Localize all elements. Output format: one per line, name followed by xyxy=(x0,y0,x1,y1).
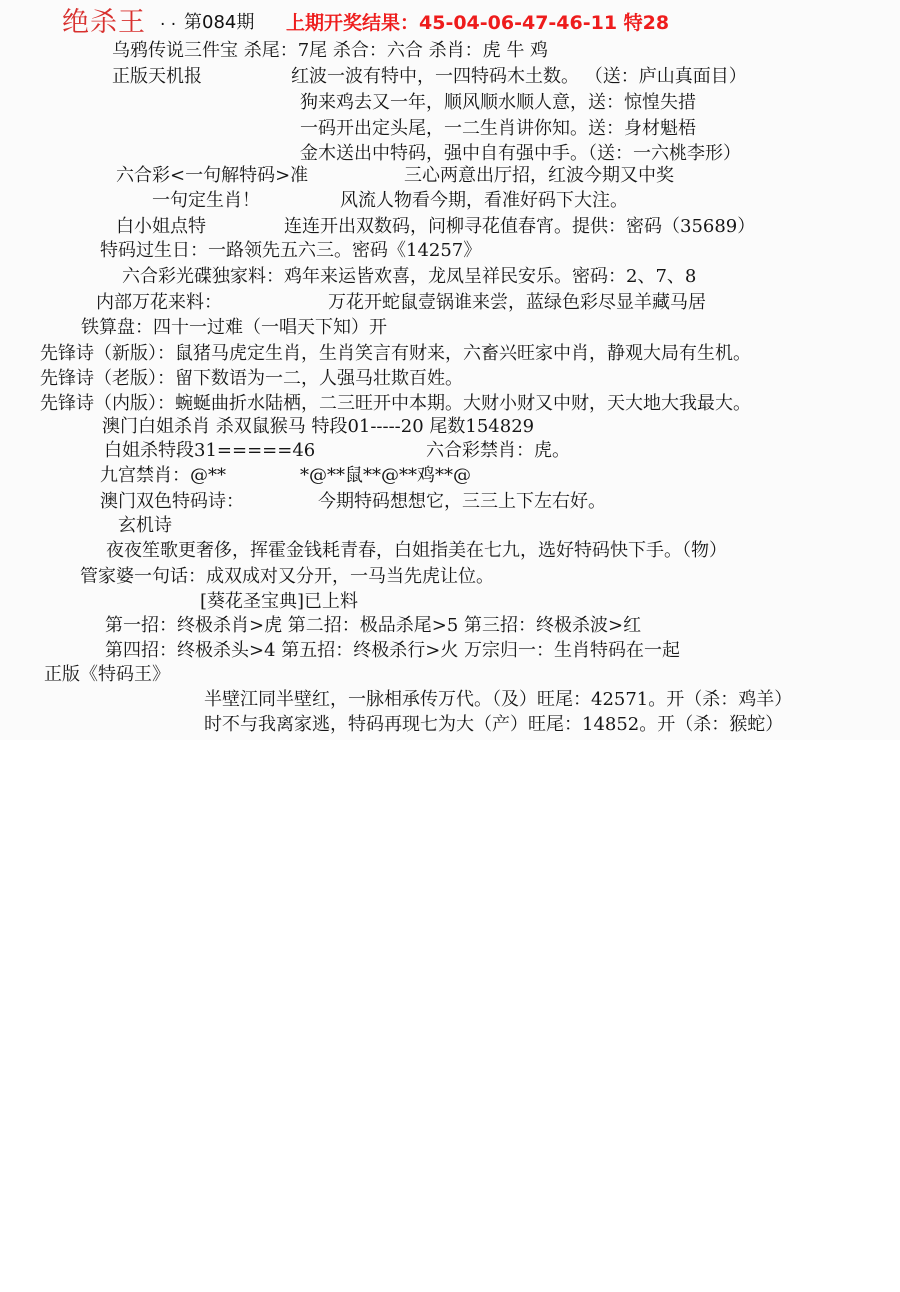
text-line: 金木送出中特码，强中自有强中手。（送：一六桃李形） xyxy=(300,143,741,164)
text-line: 玄机诗 xyxy=(118,515,172,536)
text-line: 第四招：终极杀头>4 第五招：终极杀行>火 万宗归一：生肖特码在一起 xyxy=(105,640,681,661)
text-line: 夜夜笙歌更奢侈，挥霍金钱耗青春，白姐指美在七九，选好特码快下手。（物） xyxy=(106,540,727,561)
text-line: 狗来鸡去又一年，顺风顺水顺人意，送：惊惶失措 xyxy=(300,92,696,113)
text-line: 时不与我离家逃，特码再现七为大（产）旺尾：14852。开（杀：猴蛇） xyxy=(204,714,784,735)
text-line: 澳门白姐杀肖 杀双鼠猴马 特段01-----20 尾数154829 xyxy=(102,416,535,437)
logo-title: 绝杀王 xyxy=(62,7,146,38)
text-line: [葵花圣宝典]已上料 xyxy=(200,591,359,612)
text-line: 万花开蛇鼠壹锅谁来尝，蓝绿色彩尽显羊藏马居 xyxy=(328,292,706,313)
text-line: 三心两意出厅招，红波今期又中奖 xyxy=(404,165,674,186)
issue-number: 第084期 xyxy=(184,12,255,33)
text-line: 六合彩光碟独家料：鸡年来运皆欢喜，龙凤呈祥民安乐。密码：2、7、8 xyxy=(122,266,697,287)
text-line: 先锋诗（新版）：鼠猪马虎定生肖，生肖笑言有财来，六畜兴旺家中肖，静观大局有生机。 xyxy=(40,343,751,364)
text-line: 先锋诗（老版）：留下数语为一二，人强马壮欺百姓。 xyxy=(40,368,463,389)
text-line: 第一招：终极杀肖>虎 第二招：极品杀尾>5 第三招：终极杀波>红 xyxy=(105,615,642,636)
text-line: 白小姐点特 xyxy=(116,216,206,237)
text-line: 白姐杀特段31=====46 xyxy=(104,440,316,461)
text-line: *@**鼠**@**鸡**@ xyxy=(300,465,471,486)
text-line: 九宫禁肖：@** xyxy=(100,465,226,486)
text-line: 先锋诗（内版）：蜿蜒曲折水陆栖，二三旺开中本期。大财小财又中财，天大地大我最大。 xyxy=(40,393,751,414)
text-line: 澳门双色特码诗： xyxy=(100,491,244,512)
text-line: 连连开出双数码，问柳寻花值春宵。提供：密码（35689） xyxy=(284,216,756,237)
text-line: 今期特码想想它，三三上下左右好。 xyxy=(318,491,606,512)
text-line: 半壁江同半壁红，一脉相承传万代。（及）旺尾：42571。开（杀：鸡羊） xyxy=(204,689,793,710)
text-line: 乌鸦传说三件宝 杀尾：7尾 杀合：六合 杀肖：虎 牛 鸡 xyxy=(112,40,549,61)
text-line: 六合彩禁肖：虎。 xyxy=(426,440,570,461)
text-line: 特码过生日：一路领先五六三。密码《14257》 xyxy=(100,240,482,261)
text-line: 内部万花来料： xyxy=(96,292,222,313)
text-line: 风流人物看今期，看准好码下大注。 xyxy=(340,190,628,211)
text-line: 铁算盘：四十一过难（一唱天下知）开 xyxy=(81,317,387,338)
text-line: 一句定生肖！ xyxy=(152,190,260,211)
text-line: 六合彩<一句解特码>准 xyxy=(116,165,309,186)
last-result: 上期开奖结果：45-04-06-47-46-11 特28 xyxy=(286,12,670,34)
header-dots: . . xyxy=(160,10,177,30)
text-line: 正版天机报 xyxy=(112,66,202,87)
text-line: 红波一波有特中，一四特码木土数。 （送：庐山真面目） xyxy=(291,66,747,87)
text-line: 管家婆一句话：成双成对又分开，一马当先虎让位。 xyxy=(80,566,494,587)
text-line: 一码开出定头尾，一二生肖讲你知。送：身材魁梧 xyxy=(300,118,696,139)
text-line: 正版《特码王》 xyxy=(44,664,170,685)
